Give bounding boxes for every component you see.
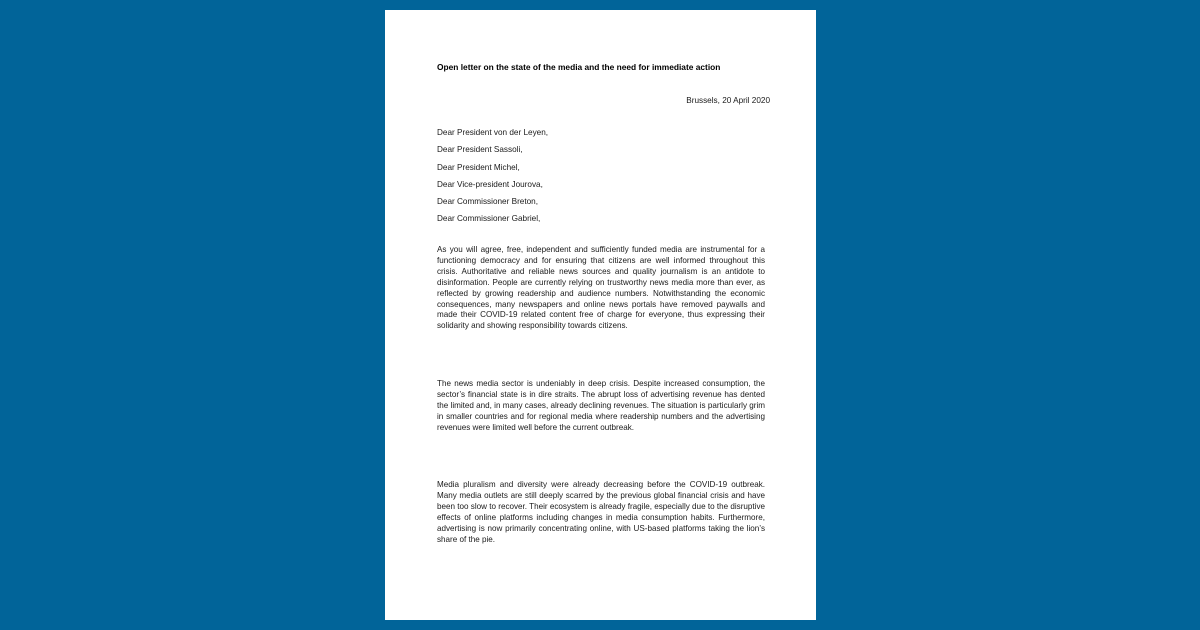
salutation-line: Dear Commissioner Gabriel, xyxy=(437,214,541,224)
letter-title: Open letter on the state of the media and the need for immediate action xyxy=(437,62,721,72)
body-paragraph: Media pluralism and diversity were already decreasing before the COVID-19 outbreak. Many media outlets are still deeply scarred by the previous global financial crisis and have been too slow to recover. Their ecosystem is already fragile, especially due to the disruptive effects of online platforms including changes in media consumption habits. Furthermore, advertising is now primarily concentrating online, with US-based platforms taking the lion’s share of the pie. xyxy=(437,480,765,544)
salutation-line: Dear Vice-president Jourova, xyxy=(437,179,543,189)
place-date: Brussels, 20 April 2020 xyxy=(686,96,770,105)
letter-page xyxy=(385,10,816,620)
body-paragraph: The news media sector is undeniably in deep crisis. Despite increased consumption, the sector’s financial state is in dire straits. The abrupt loss of advertising revenue has dented the limited and, in many cases, already declining revenues. The situation is particularly grim in smaller countries and for regional media where readership numbers and the advertising revenues were limited well before the current outbreak. xyxy=(437,379,765,432)
salutation-line: Dear President Sassoli, xyxy=(437,145,523,155)
salutation-line: Dear President Michel, xyxy=(437,162,520,172)
salutation-list xyxy=(437,128,548,232)
body-paragraph: As you will agree, free, independent and sufficiently funded media are instrumental for a functioning democracy and for ensuring that citizens are well informed throughout this crisis. Authoritative and reliable news sources and quality journalism is an antidote to disinformation. People are currently relying on trustworthy news media more than ever, as reflected by growing readership and audience numbers. Notwithstanding the economic consequences, many newspapers and online news portals have removed paywalls and made their COVID-19 related content free of charge for everyone, thus expressing their solidarity and showing responsibility towards citizens. xyxy=(437,245,765,331)
salutation-line: Dear Commissioner Breton, xyxy=(437,197,539,207)
salutation-line: Dear President von der Leyen, xyxy=(437,128,549,137)
